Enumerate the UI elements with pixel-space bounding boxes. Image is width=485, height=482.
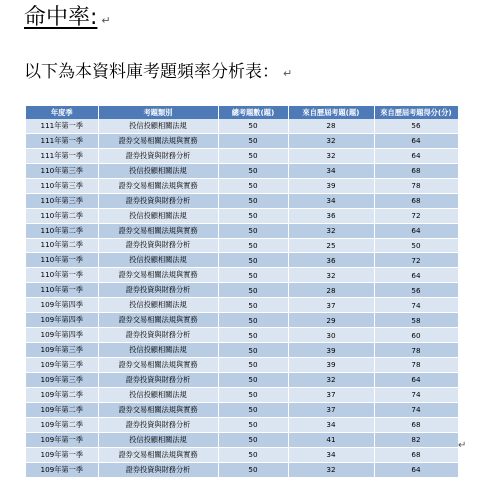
cell-past-score: 60 <box>374 328 458 343</box>
cell-past-questions: 34 <box>288 417 374 432</box>
cell-category: 證券投資與財務分析 <box>98 462 218 477</box>
table-row <box>26 193 458 208</box>
cell-category: 投信投顧相關法規 <box>98 387 218 402</box>
table-row <box>26 178 458 193</box>
paragraph-mark-icon: ↵ <box>458 440 467 451</box>
cell-year-quarter: 111年第一季 <box>26 148 98 163</box>
cell-year-quarter: 110年第一季 <box>26 253 98 268</box>
table-caption <box>24 60 292 84</box>
cell-total-questions: 50 <box>218 133 288 148</box>
cell-past-questions: 39 <box>288 343 374 358</box>
cell-year-quarter: 109年第四季 <box>26 313 98 328</box>
cell-total-questions: 50 <box>218 358 288 373</box>
paragraph-mark-icon: ↵ <box>283 67 293 80</box>
cell-past-score: 68 <box>374 163 458 178</box>
cell-category: 證券交易相關法規與實務 <box>98 223 218 238</box>
table-row <box>26 462 458 477</box>
cell-total-questions: 50 <box>218 402 288 417</box>
cell-year-quarter: 111年第一季 <box>26 119 98 133</box>
cell-total-questions: 50 <box>218 432 288 447</box>
cell-year-quarter: 109年第一季 <box>26 447 98 462</box>
cell-past-score: 78 <box>374 343 458 358</box>
table-row <box>26 148 458 163</box>
cell-past-questions: 32 <box>288 223 374 238</box>
cell-category: 證券交易相關法規與實務 <box>98 268 218 283</box>
cell-past-score: 72 <box>374 208 458 223</box>
frequency-table <box>26 106 459 478</box>
cell-category: 證券交易相關法規與實務 <box>98 178 218 193</box>
cell-past-score: 72 <box>374 253 458 268</box>
table-row <box>26 372 458 387</box>
cell-past-questions: 30 <box>288 328 374 343</box>
table-row <box>26 119 458 133</box>
cell-past-questions: 29 <box>288 313 374 328</box>
cell-year-quarter: 109年第二季 <box>26 387 98 402</box>
paragraph-mark-icon: ↵ <box>101 14 111 27</box>
cell-past-questions: 28 <box>288 283 374 298</box>
table-row <box>26 387 458 402</box>
cell-past-score: 74 <box>374 402 458 417</box>
table-row <box>26 447 458 462</box>
table-row <box>26 343 458 358</box>
cell-past-questions: 39 <box>288 358 374 373</box>
table-row <box>26 208 458 223</box>
cell-category: 投信投顧相關法規 <box>98 298 218 313</box>
cell-total-questions: 50 <box>218 417 288 432</box>
cell-past-questions: 28 <box>288 119 374 133</box>
cell-total-questions: 50 <box>218 372 288 387</box>
cell-category: 投信投顧相關法規 <box>98 208 218 223</box>
cell-category: 證券投資與財務分析 <box>98 417 218 432</box>
cell-past-score: 64 <box>374 268 458 283</box>
cell-total-questions: 50 <box>218 298 288 313</box>
cell-total-questions: 50 <box>218 148 288 163</box>
cell-past-score: 78 <box>374 178 458 193</box>
cell-past-questions: 41 <box>288 432 374 447</box>
cell-year-quarter: 109年第三季 <box>26 358 98 373</box>
header-past-questions: 來自歷屆考題(題) <box>288 106 374 119</box>
cell-total-questions: 50 <box>218 387 288 402</box>
cell-year-quarter: 109年第四季 <box>26 328 98 343</box>
cell-past-score: 64 <box>374 133 458 148</box>
cell-category: 證券投資與財務分析 <box>98 283 218 298</box>
cell-past-questions: 37 <box>288 298 374 313</box>
cell-past-score: 56 <box>374 119 458 133</box>
cell-category: 投信投顧相關法規 <box>98 163 218 178</box>
cell-past-questions: 34 <box>288 193 374 208</box>
cell-total-questions: 50 <box>218 178 288 193</box>
cell-past-score: 64 <box>374 223 458 238</box>
cell-total-questions: 50 <box>218 119 288 133</box>
cell-category: 證券投資與財務分析 <box>98 238 218 253</box>
cell-category: 投信投顧相關法規 <box>98 253 218 268</box>
table-row <box>26 283 458 298</box>
table-row <box>26 298 458 313</box>
cell-past-score: 68 <box>374 417 458 432</box>
cell-total-questions: 50 <box>218 447 288 462</box>
cell-past-score: 74 <box>374 387 458 402</box>
cell-past-score: 68 <box>374 447 458 462</box>
page-title-text: 命中率: <box>24 5 98 30</box>
cell-past-score: 58 <box>374 313 458 328</box>
cell-past-questions: 25 <box>288 238 374 253</box>
cell-total-questions: 50 <box>218 223 288 238</box>
table-row <box>26 313 458 328</box>
cell-total-questions: 50 <box>218 253 288 268</box>
cell-past-questions: 36 <box>288 208 374 223</box>
cell-total-questions: 50 <box>218 208 288 223</box>
cell-category: 證券交易相關法規與實務 <box>98 133 218 148</box>
cell-total-questions: 50 <box>218 313 288 328</box>
cell-year-quarter: 110年第一季 <box>26 268 98 283</box>
cell-category: 投信投顧相關法規 <box>98 432 218 447</box>
cell-total-questions: 50 <box>218 268 288 283</box>
cell-past-questions: 32 <box>288 148 374 163</box>
table-row <box>26 417 458 432</box>
cell-year-quarter: 109年第二季 <box>26 402 98 417</box>
table-row <box>26 163 458 178</box>
cell-past-score: 64 <box>374 372 458 387</box>
cell-year-quarter: 109年第四季 <box>26 298 98 313</box>
cell-year-quarter: 111年第一季 <box>26 133 98 148</box>
cell-category: 投信投顧相關法規 <box>98 119 218 133</box>
cell-past-score: 64 <box>374 462 458 477</box>
table-row <box>26 432 458 447</box>
cell-category: 證券交易相關法規與實務 <box>98 402 218 417</box>
cell-past-score: 74 <box>374 298 458 313</box>
frequency-table-container <box>26 106 458 478</box>
cell-year-quarter: 109年第二季 <box>26 417 98 432</box>
table-row <box>26 328 458 343</box>
header-year-quarter: 年度季 <box>26 106 98 119</box>
cell-year-quarter: 110年第一季 <box>26 283 98 298</box>
cell-total-questions: 50 <box>218 283 288 298</box>
cell-past-score: 50 <box>374 238 458 253</box>
header-category: 考題類別 <box>98 106 218 119</box>
cell-year-quarter: 110年第二季 <box>26 208 98 223</box>
table-row <box>26 133 458 148</box>
cell-past-questions: 32 <box>288 268 374 283</box>
cell-year-quarter: 109年第三季 <box>26 343 98 358</box>
cell-category: 證券投資與財務分析 <box>98 372 218 387</box>
cell-category: 證券交易相關法規與實務 <box>98 358 218 373</box>
cell-category: 投信投顧相關法規 <box>98 343 218 358</box>
cell-past-questions: 34 <box>288 447 374 462</box>
cell-year-quarter: 110年第三季 <box>26 163 98 178</box>
cell-past-score: 82 <box>374 432 458 447</box>
cell-past-questions: 36 <box>288 253 374 268</box>
cell-past-questions: 32 <box>288 372 374 387</box>
cell-year-quarter: 110年第三季 <box>26 178 98 193</box>
cell-past-questions: 37 <box>288 402 374 417</box>
cell-past-score: 64 <box>374 148 458 163</box>
cell-past-score: 68 <box>374 193 458 208</box>
cell-total-questions: 50 <box>218 328 288 343</box>
cell-year-quarter: 110年第二季 <box>26 238 98 253</box>
table-row <box>26 402 458 417</box>
cell-past-score: 78 <box>374 358 458 373</box>
cell-category: 證券投資與財務分析 <box>98 148 218 163</box>
cell-past-questions: 37 <box>288 387 374 402</box>
cell-total-questions: 50 <box>218 193 288 208</box>
table-header-row <box>26 106 458 119</box>
cell-past-questions: 32 <box>288 133 374 148</box>
cell-year-quarter: 110年第二季 <box>26 223 98 238</box>
table-row <box>26 223 458 238</box>
cell-year-quarter: 109年第三季 <box>26 372 98 387</box>
cell-past-questions: 32 <box>288 462 374 477</box>
cell-past-questions: 39 <box>288 178 374 193</box>
page-title <box>24 2 111 34</box>
table-caption-text: 以下為本資料庫考題頻率分析表： <box>24 62 279 82</box>
cell-category: 證券投資與財務分析 <box>98 328 218 343</box>
table-row <box>26 268 458 283</box>
cell-category: 證券投資與財務分析 <box>98 193 218 208</box>
cell-year-quarter: 110年第三季 <box>26 193 98 208</box>
cell-total-questions: 50 <box>218 462 288 477</box>
cell-year-quarter: 109年第一季 <box>26 432 98 447</box>
table-row <box>26 253 458 268</box>
cell-total-questions: 50 <box>218 163 288 178</box>
header-total-questions: 總考題數(題) <box>218 106 288 119</box>
table-row <box>26 358 458 373</box>
table-body <box>26 119 458 477</box>
cell-category: 證券交易相關法規與實務 <box>98 447 218 462</box>
cell-year-quarter: 109年第一季 <box>26 462 98 477</box>
cell-past-score: 56 <box>374 283 458 298</box>
cell-total-questions: 50 <box>218 238 288 253</box>
cell-category: 證券交易相關法規與實務 <box>98 313 218 328</box>
cell-total-questions: 50 <box>218 343 288 358</box>
header-past-score: 來自歷屆考題得分(分) <box>374 106 458 119</box>
cell-past-questions: 34 <box>288 163 374 178</box>
table-row <box>26 238 458 253</box>
